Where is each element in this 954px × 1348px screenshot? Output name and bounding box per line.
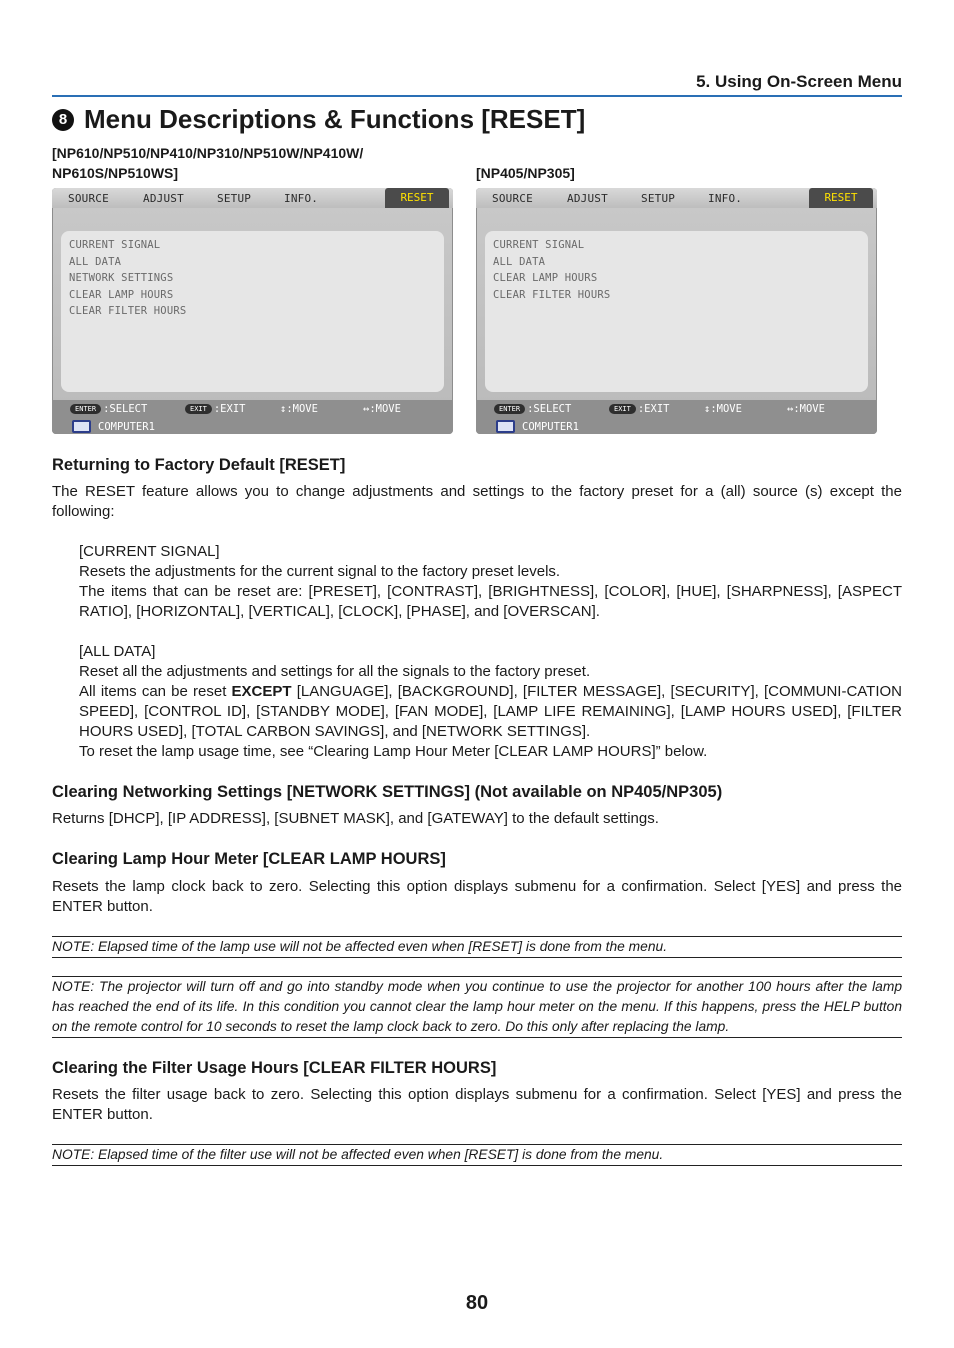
osd-source-indicator — [496, 420, 579, 433]
osd-tab-source: SOURCE — [68, 192, 109, 205]
osd-menu-panel — [61, 231, 444, 392]
osd-tab-adjust: ADJUST — [143, 192, 184, 205]
chapter-header: 5. Using On-Screen Menu — [52, 72, 902, 97]
all-data-except-pre: All items can be reset — [79, 683, 232, 700]
osd-tab-adjust: ADJUST — [567, 192, 608, 205]
all-data-desc: Reset all the adjustments and settings for all the signals to the factory preset. — [79, 663, 591, 680]
osd-hint-select — [494, 403, 571, 415]
all-data-lamp-ref: To reset the lamp usage time, see “Clearing Lamp Hour Meter [CLEAR LAMP HOURS]” below. — [79, 743, 708, 760]
current-signal-block — [79, 542, 902, 622]
osd-hint-move-updown: ↕:MOVE — [704, 403, 742, 415]
computer-input-icon — [496, 420, 515, 433]
osd-hint-exit — [609, 403, 669, 415]
all-data-except-list: [LANGUAGE], [BACKGROUND], [FILTER MESSAGE], [SECURITY], [COMMUNI-CATION SPEED], [CONTROL ID], [STANDBY MODE], [FAN MODE], [LAMP LIFE REMAINING], [LAMP HOURS USED], [FILTER HOURS USED], [TOTAL CARBON SAVINGS], and [NETWORK SETTINGS]. — [79, 683, 903, 740]
computer-input-icon — [72, 420, 91, 433]
page-title-text: Menu Descriptions & Functions [RESET] — [84, 104, 586, 134]
osd-hint-move-updown: ↕:MOVE — [280, 403, 318, 415]
model-label-left-line2: NP610S/NP510WS] — [52, 165, 179, 181]
osd-hint-select — [70, 403, 147, 415]
section-heading-lamp: Clearing Lamp Hour Meter [CLEAR LAMP HOURS] — [52, 850, 446, 868]
osd-footer — [52, 400, 453, 434]
section-heading-filter: Clearing the Filter Usage Hours [CLEAR FILTER HOURS] — [52, 1059, 497, 1077]
osd-screenshot-left — [52, 188, 453, 434]
model-label-left — [52, 143, 363, 183]
current-signal-label: [CURRENT SIGNAL] — [79, 543, 220, 560]
osd-item-clear-filter-hours: CLEAR FILTER HOURS — [493, 288, 611, 301]
osd-item-clear-lamp-hours: CLEAR LAMP HOURS — [493, 272, 598, 284]
lamp-desc: Resets the lamp clock back to zero. Selecting this option displays submenu for a confirmation. Select [YES] and press the ENTER button. — [52, 878, 902, 915]
current-signal-desc: Resets the adjustments for the current signal to the factory preset levels. — [79, 563, 561, 580]
all-data-block — [79, 642, 902, 762]
osd-item-network-settings: NETWORK SETTINGS — [69, 272, 174, 284]
osd-item-clear-filter-hours: CLEAR FILTER HOURS — [69, 305, 187, 317]
osd-tab-reset: RESET — [385, 188, 449, 208]
all-data-except — [79, 682, 902, 742]
osd-source-label: COMPUTER1 — [522, 420, 579, 433]
osd-tab-info: INFO. — [708, 192, 743, 205]
osd-source-indicator — [72, 420, 155, 433]
osd-hint-select-text: :SELECT — [527, 403, 572, 415]
osd-hint-select-text: :SELECT — [103, 403, 148, 415]
osd-footer — [476, 400, 877, 434]
model-label-right: [NP405/NP305] — [476, 165, 575, 181]
enter-key-icon: ENTER — [70, 404, 101, 414]
current-signal-items: The items that can be reset are: [PRESET], [CONTRAST], [BRIGHTNESS], [COLOR], [HUE], [SHARPNESS], [ASPECT RATIO], [HORIZONTAL], [VERTICAL], [CLOCK], [PHASE], and [OVERSCAN]. — [79, 583, 902, 620]
model-label-left-line1: [NP610/NP510/NP410/NP310/NP510W/NP410W/ — [52, 145, 364, 161]
lamp-note-2: NOTE: The projector will turn off and go into standby mode when you continue to use the projector for another 100 hours after the lamp has reached the end of its life. In this condition you cannot clear the lamp hour meter on the menu. If this happens, press the HELP button on the remote control for 10 seconds to reset the lamp clock back to zero. Do this only after replacing the lamp. — [52, 976, 902, 1038]
osd-tab-bar — [52, 188, 453, 208]
osd-item-all-data: ALL DATA — [493, 255, 546, 268]
section-heading-network: Clearing Networking Settings [NETWORK SETTINGS] (Not available on NP405/NP305) — [52, 783, 723, 801]
all-data-label: [ALL DATA] — [79, 643, 156, 660]
page-title — [52, 104, 585, 135]
osd-tab-source: SOURCE — [492, 192, 533, 205]
except-keyword: EXCEPT — [231, 683, 292, 700]
osd-tab-setup: SETUP — [217, 192, 252, 205]
osd-hint-exit-text: :EXIT — [637, 403, 670, 415]
section-number-badge: 8 — [52, 109, 74, 131]
osd-hint-exit-text: :EXIT — [213, 403, 246, 415]
page-number: 80 — [465, 1292, 489, 1314]
section-heading-reset: Returning to Factory Default [RESET] — [52, 456, 346, 474]
osd-tab-info: INFO. — [284, 192, 319, 205]
osd-item-current-signal: CURRENT SIGNAL — [493, 239, 585, 251]
osd-tab-bar — [476, 188, 877, 208]
osd-tab-setup: SETUP — [641, 192, 676, 205]
exit-key-icon: EXIT — [185, 404, 212, 414]
osd-screenshot-right — [476, 188, 877, 434]
exit-key-icon: EXIT — [609, 404, 636, 414]
osd-hint-move-leftright: ↔:MOVE — [787, 403, 825, 415]
network-desc: Returns [DHCP], [IP ADDRESS], [SUBNET MASK], and [GATEWAY] to the default settings. — [52, 810, 659, 827]
lamp-note-1: NOTE: Elapsed time of the lamp use will not be affected even when [RESET] is done from the menu. — [52, 936, 902, 958]
osd-menu-panel — [485, 231, 868, 392]
osd-hint-exit — [185, 403, 245, 415]
osd-item-current-signal: CURRENT SIGNAL — [69, 239, 161, 251]
osd-hint-move-leftright: ↔:MOVE — [363, 403, 401, 415]
filter-desc: Resets the filter usage back to zero. Selecting this option displays submenu for a confirmation. Select [YES] and press the ENTER button. — [52, 1086, 902, 1123]
osd-item-clear-lamp-hours: CLEAR LAMP HOURS — [69, 288, 174, 301]
osd-tab-reset: RESET — [809, 188, 873, 208]
filter-note: NOTE: Elapsed time of the filter use will not be affected even when [RESET] is done from the menu. — [52, 1144, 902, 1166]
osd-source-label: COMPUTER1 — [98, 420, 155, 433]
enter-key-icon: ENTER — [494, 404, 525, 414]
osd-item-all-data: ALL DATA — [69, 255, 122, 268]
reset-intro: The RESET feature allows you to change adjustments and settings to the factory preset for a (all) source (s) except the following: — [52, 483, 902, 520]
